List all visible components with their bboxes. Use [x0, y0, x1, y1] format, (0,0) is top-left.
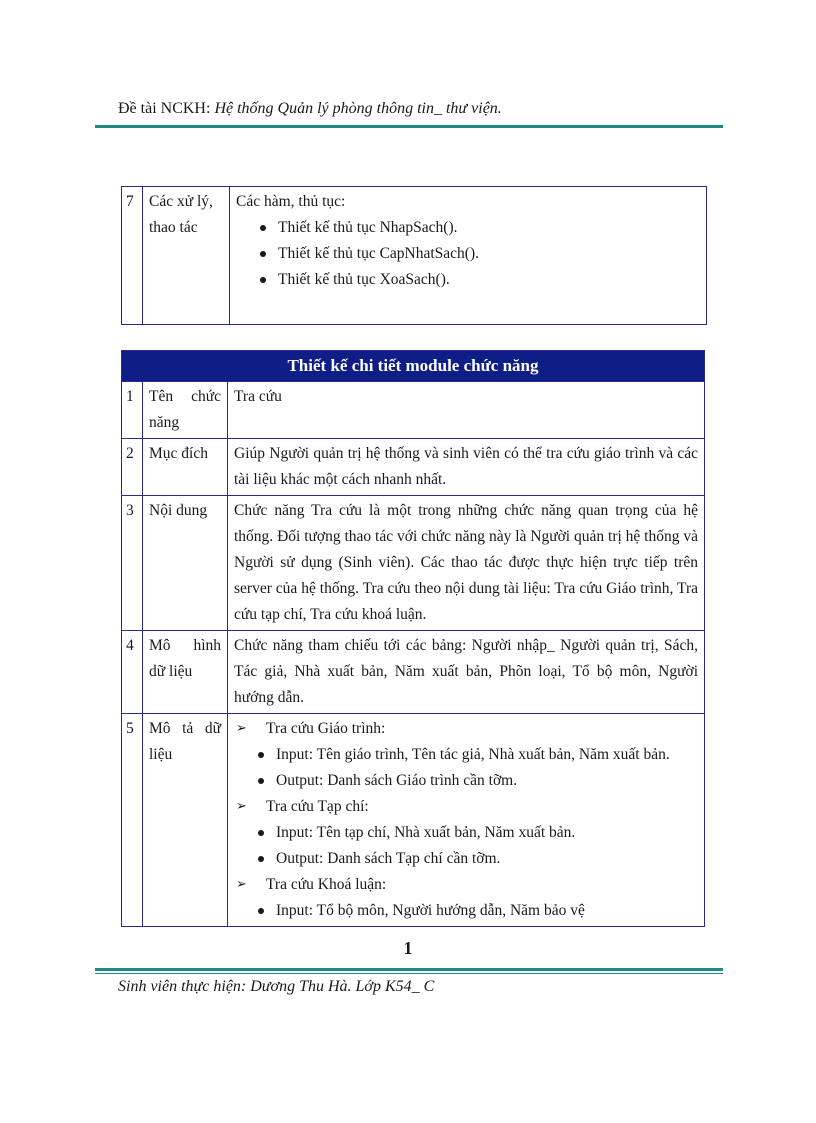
- arrow-bullet-icon: ➢: [236, 799, 247, 814]
- row-number: 7: [122, 187, 143, 325]
- footer-rule: [95, 968, 723, 971]
- header-rule: [95, 125, 723, 128]
- row-label: Mô hình dữ liệu: [143, 631, 228, 714]
- list-item: Input: Tên giáo trình, Tên tác giả, Nhà xuất bản, Năm xuất bản.: [254, 742, 698, 768]
- row-label: Tên chức năng: [143, 382, 228, 439]
- row-number: 3: [122, 496, 143, 631]
- row-number: 5: [122, 714, 143, 927]
- list-item: Thiết kế thủ tục XoaSach().: [256, 267, 700, 293]
- row-content: Tra cứu: [228, 382, 705, 439]
- bullet-list: [236, 215, 700, 293]
- table-row: [122, 714, 705, 927]
- table-processing: [121, 186, 707, 325]
- table-row: [122, 496, 705, 631]
- row-content: [228, 714, 705, 927]
- row-label: Mục đích: [143, 439, 228, 496]
- section-heading: ➢ Tra cứu Giáo trình:: [234, 716, 698, 742]
- page-header: [118, 100, 723, 118]
- table-row: [122, 187, 707, 325]
- row-number: 4: [122, 631, 143, 714]
- row-label: Nội dung: [143, 496, 228, 631]
- header-title: Hệ thống Quản lý phòng thông tin_ thư viện.: [214, 100, 502, 117]
- list-item: Output: Danh sách Giáo trình cần tỡm.: [254, 768, 698, 794]
- page-number: 1: [403, 938, 413, 958]
- table-title-row: [122, 351, 705, 382]
- footer-rule-thin: [95, 973, 723, 974]
- table-row: [122, 439, 705, 496]
- list-item: Thiết kế thủ tục CapNhatSach().: [256, 241, 700, 267]
- row-content: [230, 187, 707, 325]
- section-heading: ➢ Tra cứu Khoá luận:: [234, 872, 698, 898]
- arrow-bullet-icon: ➢: [236, 877, 247, 892]
- row-number: 2: [122, 439, 143, 496]
- list-item: Input: Tổ bộ môn, Người hướng dẫn, Năm bảo vệ: [254, 898, 698, 924]
- content-intro: Các hàm, thủ tục:: [236, 193, 346, 210]
- arrow-bullet-icon: ➢: [236, 721, 247, 736]
- bullet-list: [234, 742, 698, 794]
- table-title: Thiết kế chi tiết module chức năng: [122, 351, 705, 382]
- list-item: Output: Danh sách Tạp chí cần tỡm.: [254, 846, 698, 872]
- row-content: Giúp Người quản trị hệ thống và sinh viên có thể tra cứu giáo trình và các tài liệu khác một cách nhanh nhất.: [228, 439, 705, 496]
- bullet-list: [234, 820, 698, 872]
- header-label: Đề tài NCKH:: [118, 100, 215, 117]
- row-content: Chức năng tham chiếu tới các bảng: Người nhập_ Người quản trị, Sách, Tác giả, Nhà xuất bản, Năm xuất bản, Phõn loại, Tổ bộ môn, Người hướng dẫn.: [228, 631, 705, 714]
- table-row: [122, 631, 705, 714]
- row-label: Các xử lý, thao tác: [143, 187, 230, 325]
- list-item: Thiết kế thủ tục NhapSach().: [256, 215, 700, 241]
- section-heading: ➢ Tra cứu Tạp chí:: [234, 794, 698, 820]
- row-number: 1: [122, 382, 143, 439]
- row-label: Mô tả dữ liệu: [143, 714, 228, 927]
- list-item: Input: Tên tạp chí, Nhà xuất bản, Năm xuất bản.: [254, 820, 698, 846]
- row-content: Chức năng Tra cứu là một trong những chức năng quan trọng của hệ thống. Đối tượng thao tác với chức năng này là Người quản trị hệ thống và Người sử dụng (Sinh viên). Các thao tác được thực hiện trực tiếp trên server của hệ thống. Tra cứu theo nội dung tài liệu: Tra cứu Giáo trình, Tra cứu tạp chí, Tra cứu khoá luận.: [228, 496, 705, 631]
- bullet-list: [234, 898, 698, 924]
- page-footer: Sinh viên thực hiện: Dương Thu Hà. Lớp K54_ C: [118, 978, 435, 995]
- table-module-design: [121, 350, 705, 927]
- table-row: [122, 382, 705, 439]
